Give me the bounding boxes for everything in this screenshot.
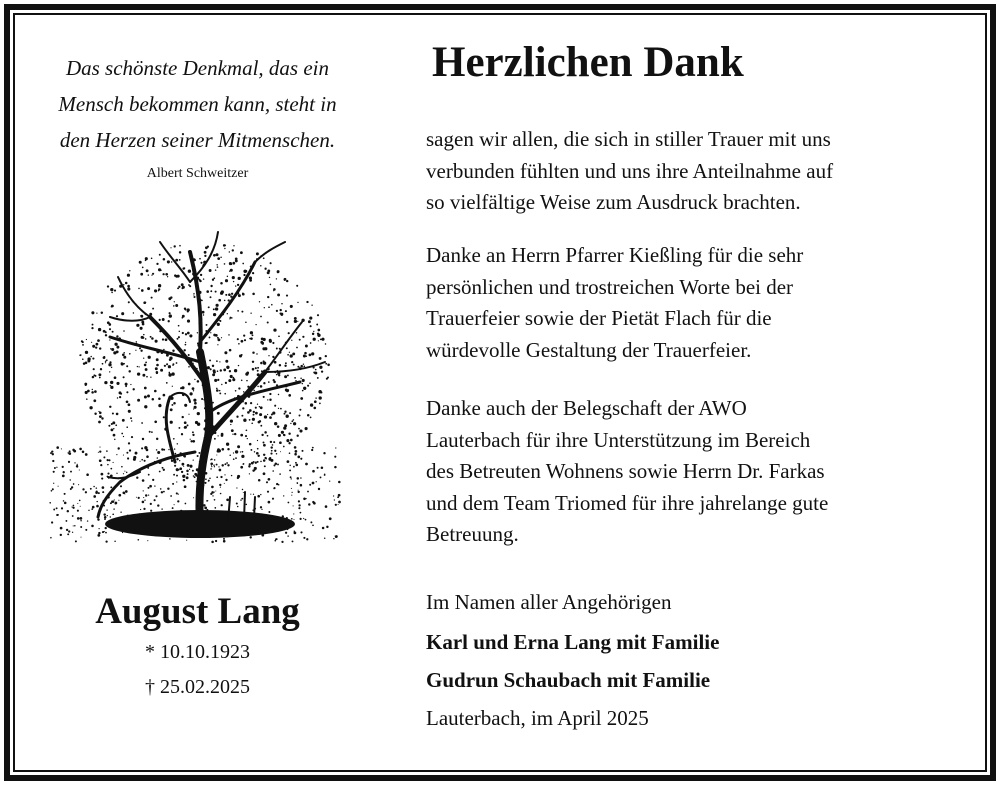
thanks-paragraph <box>426 240 971 366</box>
signature-family: Gudrun Schaubach mit Familie <box>426 668 711 692</box>
signature-intro: Im Namen aller Angehörigen <box>426 590 672 614</box>
paragraph-line: Betreuung. <box>426 522 519 546</box>
paragraph-line: Danke an Herrn Pfarrer Kießling für die sehr <box>426 243 804 267</box>
death-date: † 25.02.2025 <box>145 676 250 698</box>
quote-line: Das schönste Denkmal, das ein <box>65 56 330 80</box>
quote-line: Mensch bekommen kann, steht in <box>58 92 337 116</box>
paragraph-line: würdevolle Gestaltung der Trauerfeier. <box>426 337 752 362</box>
signature-family: Karl und Erna Lang mit Familie <box>426 630 720 654</box>
headline: Herzlichen Dank <box>432 39 744 86</box>
birth-date: * 10.10.1923 <box>145 641 250 663</box>
quote-author: Albert Schweitzer <box>146 166 249 181</box>
paragraph-line: Lauterbach für ihre Unterstützung im Bereich <box>426 427 811 452</box>
paragraph-line: Danke auch der Belegschaft der AWO <box>426 396 747 420</box>
paragraph-line: und dem Team Triomed für ihre jahrelange gute <box>426 490 829 515</box>
thanks-paragraph <box>426 124 971 219</box>
paragraph-line: persönlichen und trostreichen Worte bei der <box>426 274 794 299</box>
paragraph-line: des Betreuten Wohnens sowie Herrn Dr. Farkas <box>426 459 825 483</box>
paragraph-line: sagen wir allen, die sich in stiller Trauer mit uns <box>426 127 831 151</box>
paragraph-line: Trauerfeier sowie der Pietät Flach für die <box>426 306 772 330</box>
memorial-quote <box>20 50 375 158</box>
paragraph-line: verbunden fühlten und uns ihre Anteilnahme auf <box>426 158 834 183</box>
tree-illustration-icon <box>40 222 350 567</box>
paragraph-line: so vielfältige Weise zum Ausdruck brachten. <box>426 190 801 214</box>
deceased-name: August Lang <box>95 591 300 632</box>
thanks-paragraph <box>426 393 971 551</box>
signature-place-date: Lauterbach, im April 2025 <box>426 706 649 730</box>
quote-line: den Herzen seiner Mitmenschen. <box>59 128 336 152</box>
